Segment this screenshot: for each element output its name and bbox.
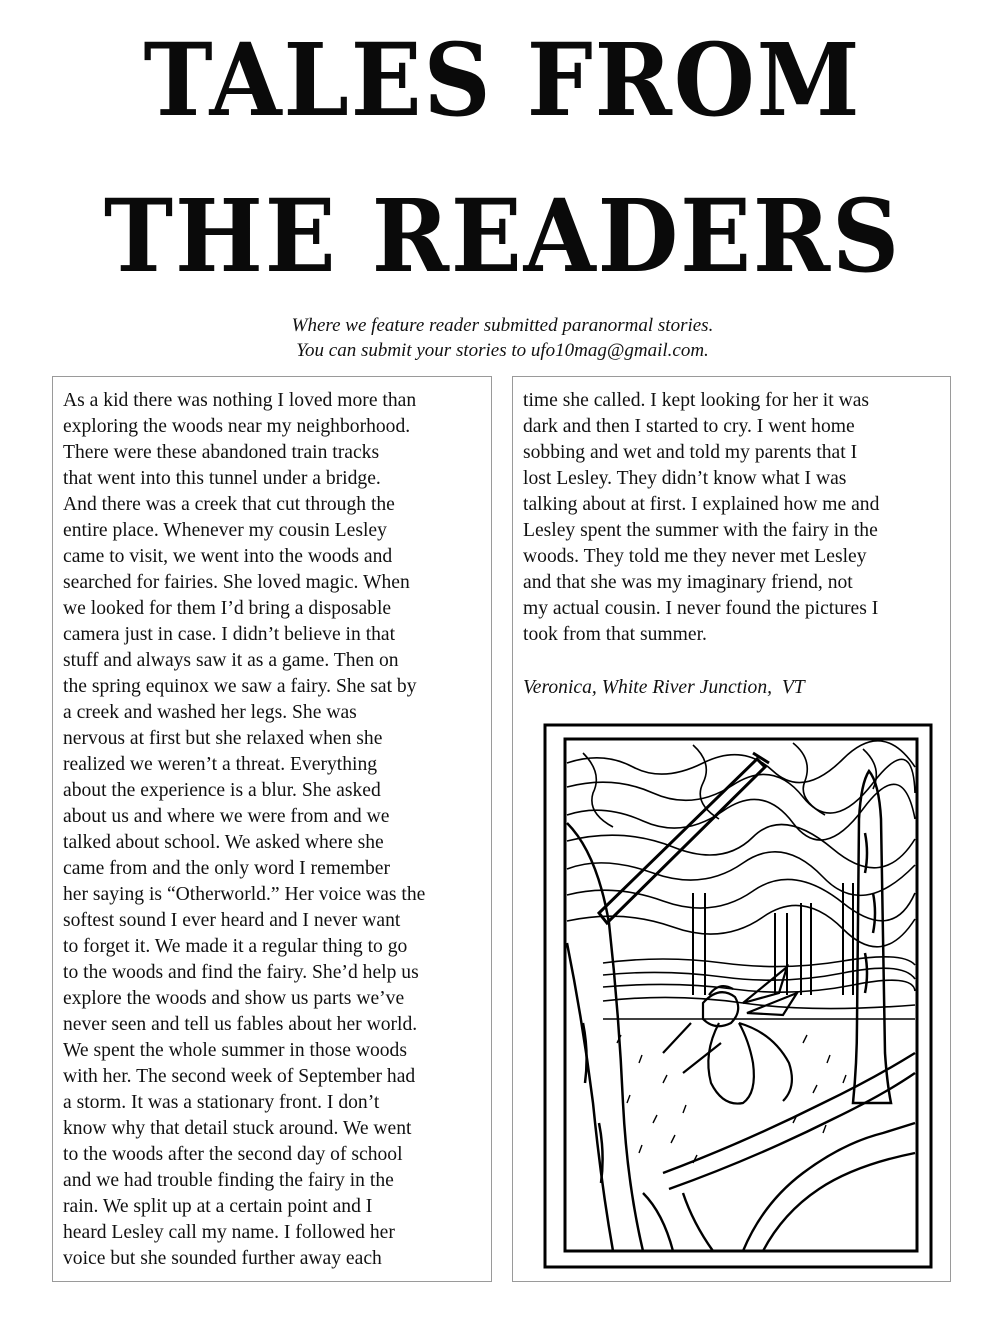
story-line: that went into this tunnel under a bridge. xyxy=(63,468,381,489)
story-line: never seen and tell us fables about her world. xyxy=(63,1014,418,1035)
story-line: nervous at first but she relaxed when she xyxy=(63,728,383,749)
story-column-right xyxy=(512,376,951,1282)
story-line: And there was a creek that cut through the xyxy=(63,494,395,515)
story-line: We spent the whole summer in those woods xyxy=(63,1040,407,1061)
story-line: about us and where we were from and we xyxy=(63,806,390,827)
story-line: my actual cousin. I never found the pictures I xyxy=(523,598,879,619)
story-line: and we had trouble finding the fairy in the xyxy=(63,1170,394,1191)
story-line: took from that summer. xyxy=(523,624,707,645)
page-title-line-2: THE READERS xyxy=(103,177,902,295)
story-text-right xyxy=(523,388,879,648)
story-line: her saying is “Otherworld.” Her voice was the xyxy=(63,884,426,905)
story-line: rain. We split up at a certain point and I xyxy=(63,1196,373,1217)
story-text-left xyxy=(63,388,425,1272)
story-column-left xyxy=(52,376,492,1282)
story-line: about the experience is a blur. She asked xyxy=(63,780,381,801)
story-line: camera just in case. I didn’t believe in that xyxy=(63,624,396,645)
story-line: sobbing and wet and told my parents that I xyxy=(523,442,858,463)
story-line: know why that detail stuck around. We went xyxy=(63,1118,412,1139)
story-signature: Veronica, White River Junction, VT xyxy=(523,677,805,698)
story-line: realized we weren’t a threat. Everything xyxy=(63,754,378,775)
story-line: a creek and washed her legs. She was xyxy=(63,702,357,723)
subtitle-line-2: You can submit your stories to ufo10mag@gmail.com. xyxy=(296,340,709,361)
story-line: came to visit, we went into the woods and xyxy=(63,546,393,567)
story-line: voice but she sounded further away each xyxy=(63,1248,382,1269)
story-line: explore the woods and show us parts we’ve xyxy=(63,988,405,1009)
story-line: dark and then I started to cry. I went home xyxy=(523,416,855,437)
story-line: to forget it. We made it a regular thing to go xyxy=(63,936,408,957)
fairy-in-forest-illustration-icon xyxy=(543,723,933,1269)
story-line: Lesley spent the summer with the fairy in the xyxy=(523,520,878,541)
story-line: heard Lesley call my name. I followed her xyxy=(63,1222,395,1243)
story-line: stuff and always saw it as a game. Then on xyxy=(63,650,399,671)
story-line: There were these abandoned train tracks xyxy=(63,442,380,463)
story-line: a storm. It was a stationary front. I don’t xyxy=(63,1092,380,1113)
story-line: lost Lesley. They didn’t know what I was xyxy=(523,468,847,489)
story-line: talked about school. We asked where she xyxy=(63,832,384,853)
story-line: with her. The second week of September had xyxy=(63,1066,416,1087)
story-line: time she called. I kept looking for her it was xyxy=(523,390,870,411)
story-line: As a kid there was nothing I loved more than xyxy=(63,390,417,411)
story-line: talking about at first. I explained how me and xyxy=(523,494,880,515)
story-line: searched for fairies. She loved magic. When xyxy=(63,572,410,593)
story-line: came from and the only word I remember xyxy=(63,858,390,879)
page-title-line-1: TALES FROM xyxy=(143,21,862,139)
story-line: woods. They told me they never met Lesley xyxy=(523,546,867,567)
story-line: exploring the woods near my neighborhood. xyxy=(63,416,411,437)
story-line: to the woods after the second day of school xyxy=(63,1144,403,1165)
story-line: we looked for them I’d bring a disposable xyxy=(63,598,392,619)
story-line: entire place. Whenever my cousin Lesley xyxy=(63,520,387,541)
story-line: the spring equinox we saw a fairy. She sat by xyxy=(63,676,417,697)
story-line: softest sound I ever heard and I never want xyxy=(63,910,401,931)
subtitle-line-1: Where we feature reader submitted paranormal stories. xyxy=(291,315,714,336)
story-line: to the woods and find the fairy. She’d help us xyxy=(63,962,419,983)
story-line: and that she was my imaginary friend, not xyxy=(523,572,853,593)
subtitle xyxy=(0,313,1005,363)
